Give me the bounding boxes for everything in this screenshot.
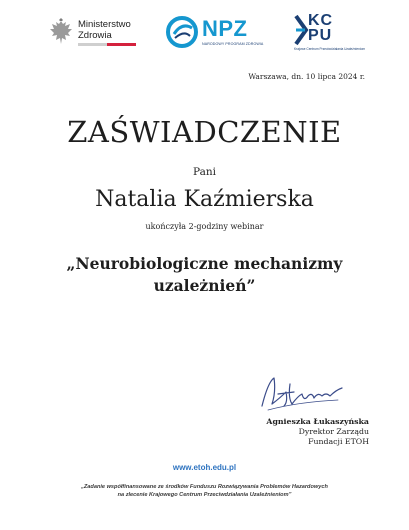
funding-note-line1: „Zadanie współfinansowane ze środków Funduszu Rozwiązywania Problemów Hazardowych xyxy=(81,484,328,490)
kcpu-subtitle: Krajowe Centrum Przeciwdziałania Uzależnieniom xyxy=(294,47,366,51)
kcpu-letters-top: KC xyxy=(308,12,334,29)
signer-block xyxy=(266,417,369,447)
signer-name: Agnieszka Łukaszyńska xyxy=(266,417,369,426)
signer-organization: Fundacji ETOH xyxy=(308,437,369,446)
npz-subtitle: NARODOWY PROGRAM ZDROWIA xyxy=(202,42,264,46)
webinar-topic-line2: uzależnień” xyxy=(153,276,256,295)
issue-date: Warszawa, dn. 10 lipca 2024 r. xyxy=(248,72,365,81)
kcpu-letters xyxy=(308,13,333,43)
kcpu-logo xyxy=(294,12,366,54)
funding-note-line2: na zlecenie Krajowego Centrum Przeciwdziałania Uzależnieniom” xyxy=(117,492,292,498)
handwritten-signature xyxy=(258,372,346,416)
funding-note xyxy=(0,483,409,499)
flag-stripe xyxy=(78,43,136,46)
webinar-topic-line1: „Neurobiologiczne mechanizmy xyxy=(66,254,343,273)
recipient-name: Natalia Kaźmierska xyxy=(95,187,314,212)
website-link[interactable]: www.etoh.edu.pl xyxy=(172,463,237,472)
certificate-title: ZAŚWIADCZENIE xyxy=(67,115,342,149)
completion-statement: ukończyła 2-godziny webinar xyxy=(145,222,264,231)
webinar-topic xyxy=(0,253,409,297)
kcpu-letters-bottom: PU xyxy=(308,27,333,44)
npz-wordmark: NPZ xyxy=(202,16,248,41)
ministry-name-line2: Zdrowia xyxy=(78,30,112,41)
eagle-icon xyxy=(48,18,74,48)
signer-role: Dyrektor Zarządu xyxy=(298,427,369,436)
ministry-name-line1: Ministerstwo xyxy=(78,19,131,30)
npz-logo xyxy=(166,16,266,52)
logo-bar xyxy=(0,14,409,54)
salutation: Pani xyxy=(193,166,216,178)
ministry-name xyxy=(78,19,131,41)
npz-swirl-icon xyxy=(166,16,198,48)
ministry-of-health-logo xyxy=(48,18,148,50)
